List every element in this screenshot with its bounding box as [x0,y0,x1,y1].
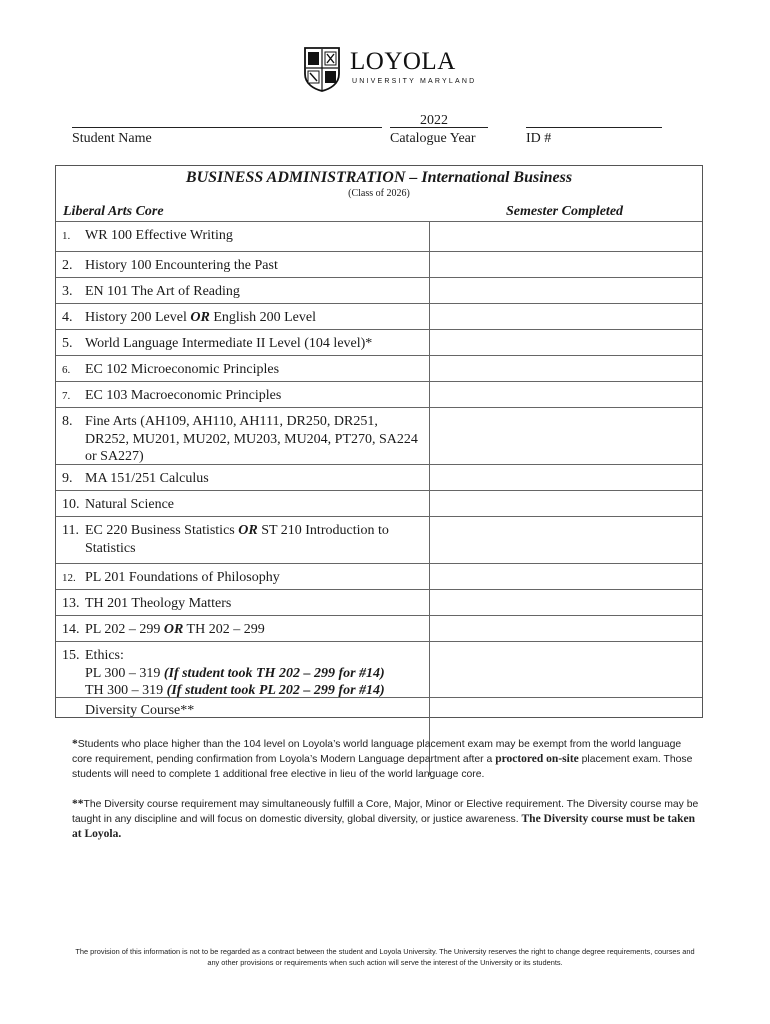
table-row [56,381,702,407]
emphasis-text: (If student took PL 202 – 299 for #14) [166,683,385,698]
course-requirement [85,361,425,379]
course-requirement [85,702,425,720]
row-number: 8. [62,414,73,429]
course-requirement [85,496,425,514]
requirement-text: Natural Science [85,497,175,512]
requirement-text: Ethics: [85,648,124,663]
semester-completed-cell[interactable] [429,465,705,490]
requirements-table [55,165,703,718]
semester-completed-cell[interactable] [429,356,705,381]
course-requirement [85,227,425,245]
table-row [56,516,702,563]
row-number: 11. [62,523,79,538]
emphasis-text: OR [163,622,184,637]
table-row [56,355,702,381]
note1-mark: * [72,738,78,750]
requirement-text: Fine Arts (AH109, AH110, AH111, DR250, DR251, DR252, MU201, MU202, MU203, MU204, PT270, SA224 or SA227) [85,414,418,464]
row-number: 5. [62,336,73,351]
semester-completed-cell[interactable] [429,590,705,615]
requirement-text: English 200 Level [209,310,316,325]
table-row [56,641,702,697]
semester-completed-cell[interactable] [429,517,705,563]
row-number: 13. [62,596,80,611]
requirement-text: PL 201 Foundations of Philosophy [85,570,280,585]
shield-crest-icon [303,46,341,92]
catalogue-year-line[interactable] [390,127,488,128]
note2-text-a: The Diversity course requirement may simultaneously fulfill a Core, Major, Minor or Elective requirement. The Diversity course may be taught in any discipline and will focus on domestic diversity, global diversity, or justice awareness. [72,799,699,825]
table-row [56,464,702,490]
course-requirement [85,569,425,587]
course-requirement [85,595,425,613]
note1-text-b: placement exam. Those students will need to complete 1 additional free elective in lieu of the world language core. [72,754,693,780]
requirement-text: History 200 Level [85,310,191,325]
semester-completed-cell[interactable] [429,642,705,697]
requirement-text: EC 220 Business Statistics [85,523,239,538]
student-name-label: Student Name [72,131,152,146]
requirement-text: EC 102 Microeconomic Principles [85,362,280,377]
course-requirement [85,309,425,327]
semester-completed-cell[interactable] [429,491,705,516]
row-number: 9. [62,471,73,486]
row-number: 3. [62,284,73,299]
table-row [56,490,702,516]
emphasis-text: (If student took TH 202 – 299 for #14) [163,665,385,681]
disclaimer-footer: The provision of this information is not to be regarded as a contract between the student and Loyola University. The University reserves the right to change degree requirements, courses and any other provisions or requirements when such action will serve the interest of the University or its students. [75,947,695,967]
row-number: 2. [62,258,73,273]
class-year: (Class of 2026) [348,188,410,199]
requirement-text: ST 210 Introduction to Statistics [85,523,389,556]
table-row [56,277,702,303]
table-row [56,221,702,251]
semester-completed-cell[interactable] [429,382,705,407]
liberal-arts-core-header: Liberal Arts Core [63,204,164,219]
requirement-text: TH 202 – 299 [183,622,265,637]
course-requirement [85,522,425,557]
requirement-text: TH 300 – 319 [85,683,167,698]
semester-completed-cell[interactable] [429,564,705,589]
course-requirement [85,413,425,466]
world-language-note [72,737,702,782]
semester-completed-cell[interactable] [429,278,705,303]
table-row [56,303,702,329]
semester-completed-cell[interactable] [429,330,705,355]
course-requirement [85,283,425,301]
row-number: 7. [62,390,71,402]
logo-subtitle: UNIVERSITY MARYLAND [352,78,477,85]
course-requirement [85,470,425,488]
note1-bold: proctored on-site [495,753,579,765]
row-number: 1. [62,230,71,242]
course-requirement [85,647,425,700]
table-row [56,563,702,589]
row-number: 4. [62,310,73,325]
semester-completed-cell[interactable] [429,222,705,251]
student-name-line[interactable] [72,127,382,128]
course-requirement [85,387,425,405]
diversity-note [72,797,702,842]
table-row [56,329,702,355]
catalogue-year-label: Catalogue Year [390,131,476,146]
requirement-text: EC 103 Macroeconomic Principles [85,388,282,403]
table-row [56,615,702,641]
semester-completed-cell[interactable] [429,304,705,329]
requirement-text: TH 201 Theology Matters [85,596,232,611]
table-row [56,251,702,277]
note1-text-a: Students who place higher than the 104 level on Loyola’s world language placement exam may be exempt from the world language core requirement, pending confirmation from Loyola’s Modern Language department after a [72,739,682,765]
note2-mark: ** [72,798,84,810]
semester-completed-cell[interactable] [429,252,705,277]
row-number: 14. [62,622,80,637]
course-requirement [85,335,425,353]
course-requirement [85,257,425,275]
semester-completed-cell[interactable] [429,616,705,641]
requirement-text: PL 300 – 319 [85,665,164,681]
table-row [56,589,702,615]
catalogue-year-value: 2022 [420,113,448,128]
course-requirement [85,621,425,639]
emphasis-text: OR [190,310,210,325]
requirement-text: World Language Intermediate II Level (104 level)* [85,336,373,351]
id-label: ID # [526,131,552,146]
table-row [56,407,702,464]
row-number: 6. [62,364,71,376]
emphasis-text: OR [238,523,258,538]
requirement-text: PL 202 – 299 [85,622,164,637]
requirement-text: History 100 Encountering the Past [85,258,278,273]
requirement-text: MA 151/251 Calculus [85,471,209,486]
note2-bold: The Diversity course must be taken at Loyola. [72,813,695,840]
semester-completed-cell[interactable] [429,408,705,464]
row-number: 15. [62,648,80,663]
semester-completed-header: Semester Completed [506,204,624,219]
id-line[interactable] [526,127,662,128]
requirement-text: WR 100 Effective Writing [85,228,233,243]
requirement-text: EN 101 The Art of Reading [85,284,240,299]
logo-wordmark: LOYOLA [350,48,456,75]
row-number: 10. [62,497,80,512]
program-title: BUSINESS ADMINISTRATION – International Business [185,169,573,186]
row-number: 12. [62,572,76,584]
requirement-text: Diversity Course** [85,703,195,718]
